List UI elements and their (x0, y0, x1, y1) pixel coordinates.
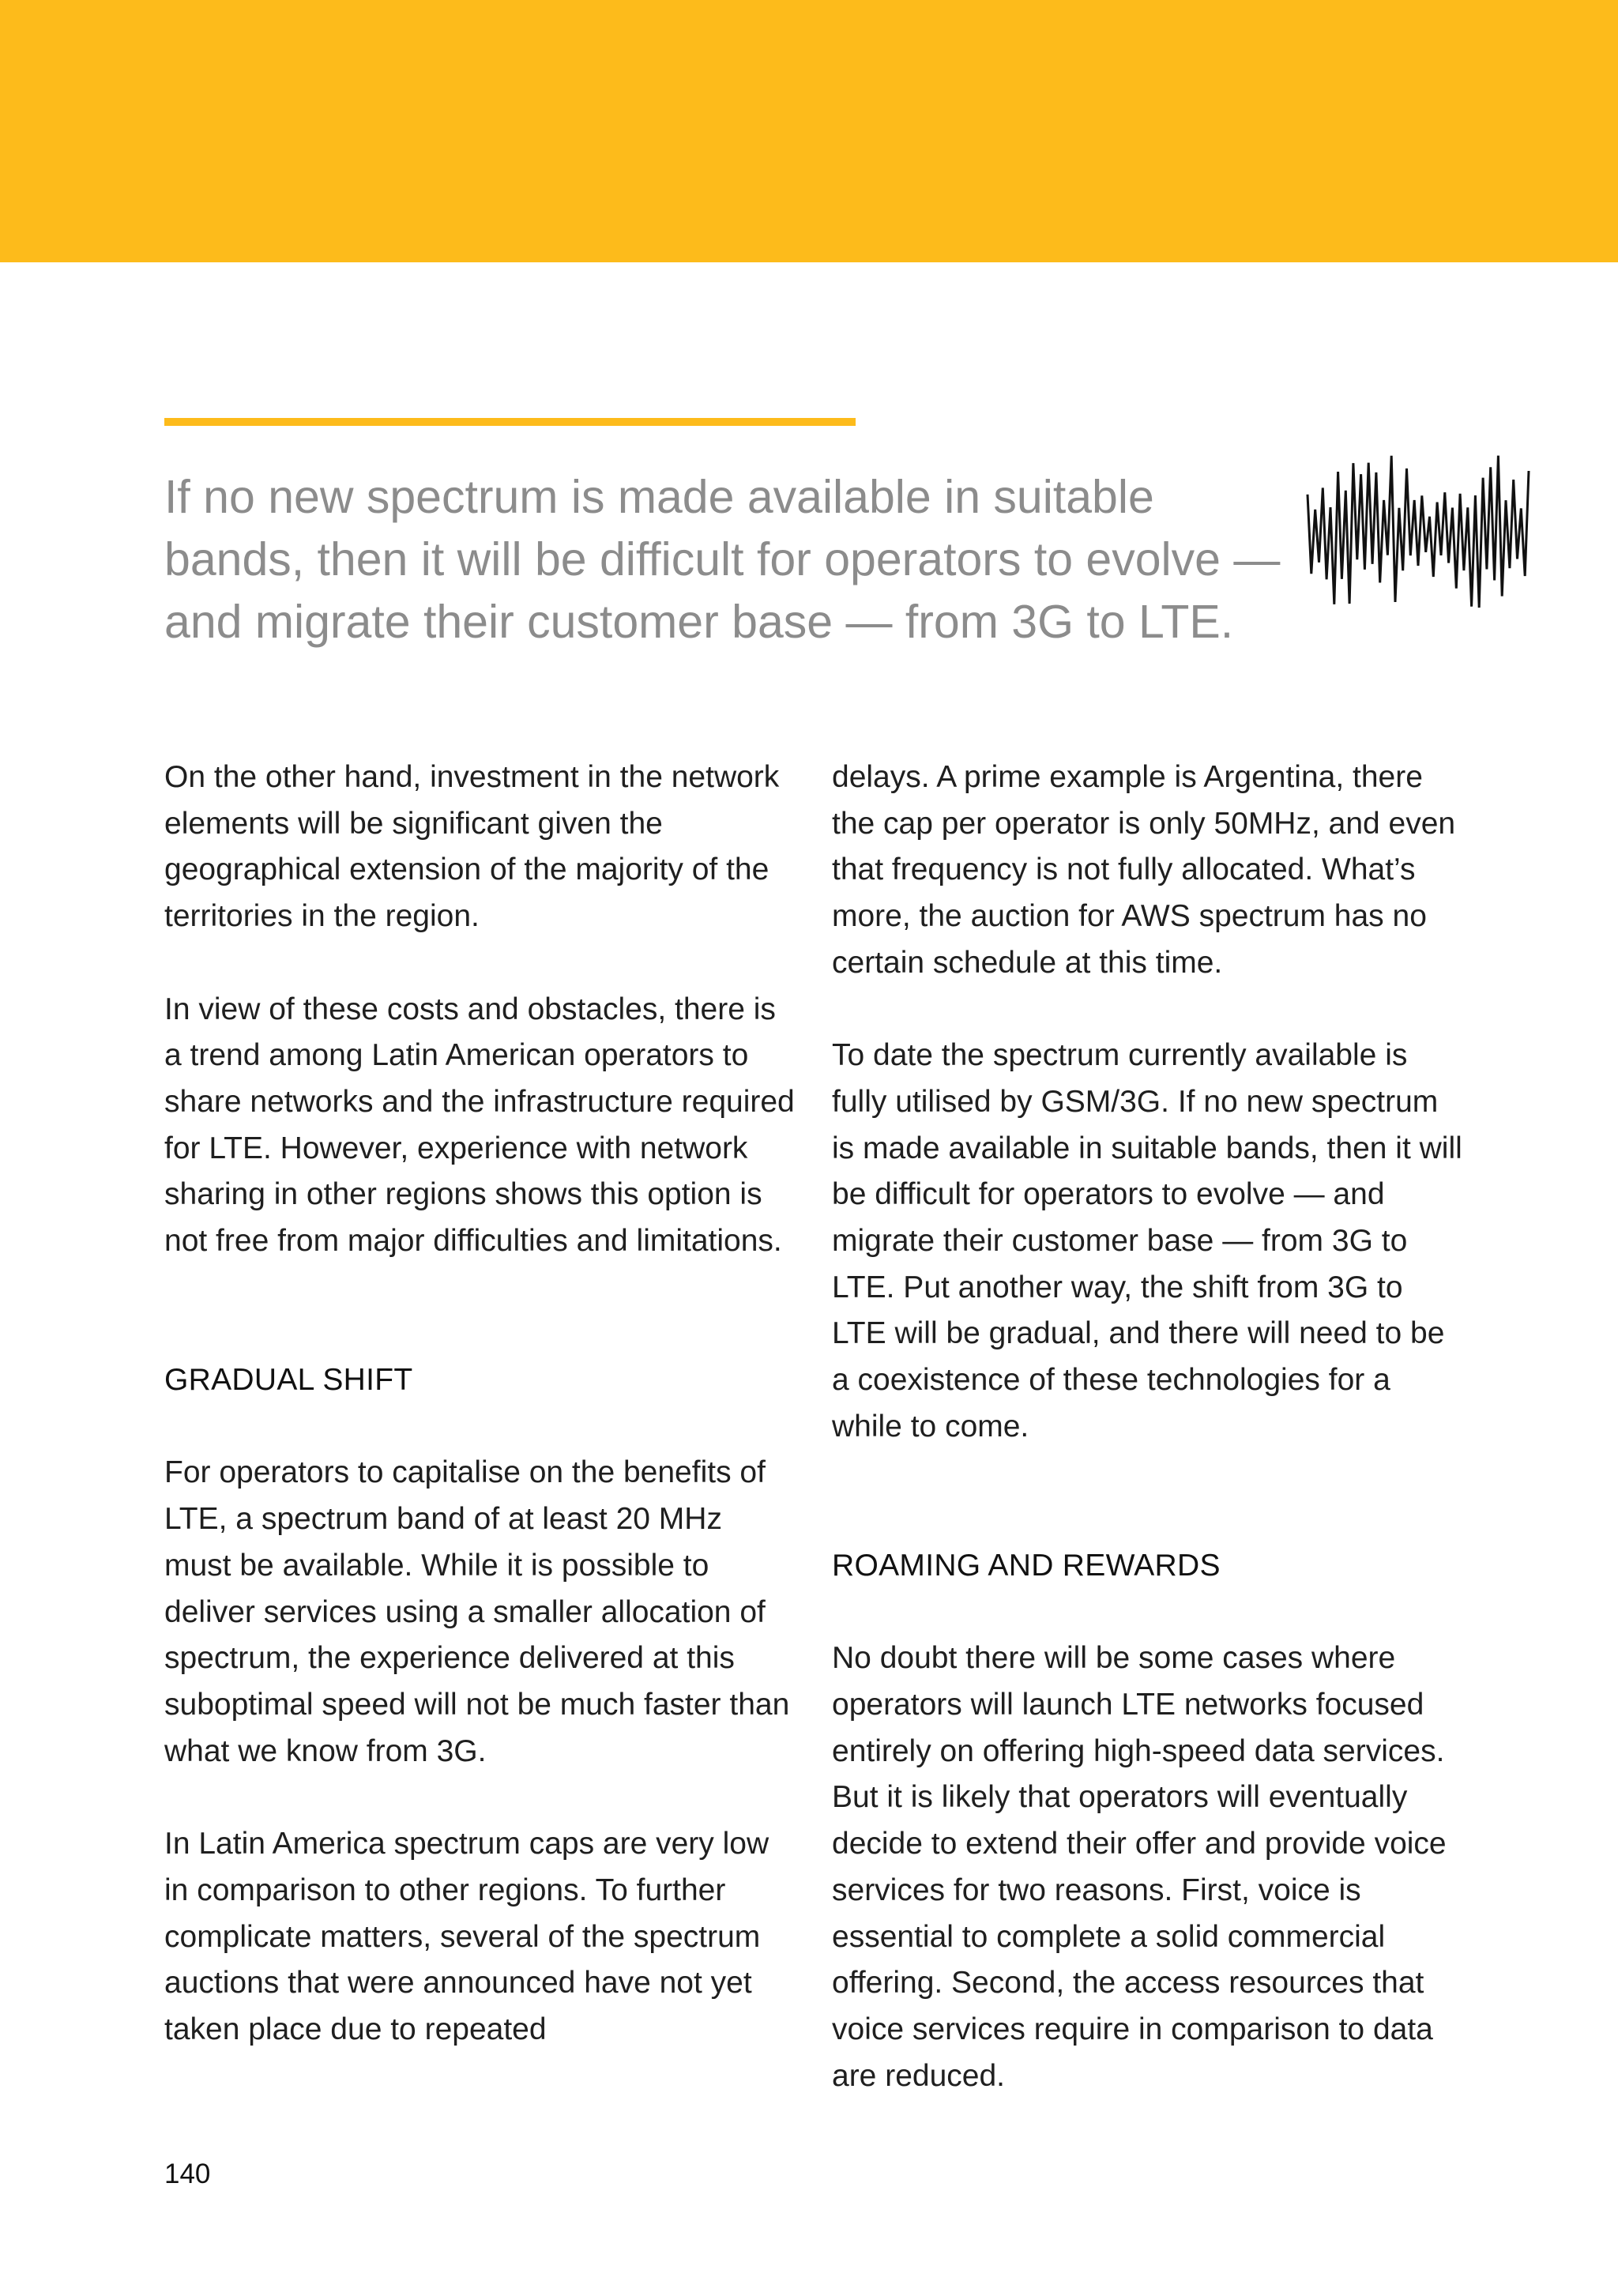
sound-wave-icon (1304, 427, 1533, 679)
body-paragraph: On the other hand, investment in the network elements will be significant given the geographical extension of the majority of the territories in the region. (164, 760, 780, 934)
right-column (832, 755, 1464, 2146)
pull-quote: If no new spectrum is made available in suitable bands, then it will be difficult for operators to evolve — and migrate their customer base — from 3G to LTE. (164, 471, 1281, 648)
accent-rule (164, 418, 856, 426)
body-paragraph: In Latin America spectrum caps are very low in comparison to other regions. To further complicate matters, several of the spectrum auctions that were announced have not yet taken place due to repeated (164, 1827, 769, 2046)
body-paragraph: For operators to capitalise on the benefits of LTE, a spectrum band of at least 20 MHz must be available. While it is possible to deliver services using a smaller allocation of spectrum, the experience delivered at this suboptimal speed will not be much faster than what we know from 3G. (164, 1455, 790, 1768)
section-gap (164, 1311, 796, 1357)
left-column (164, 755, 796, 2099)
body-paragraph: delays. A prime example is Argentina, there the cap per operator is only 50MHz, and even that frequency is not fully allocated. What’s more, the auction for AWS spectrum has no certain schedule at this time. (832, 760, 1456, 980)
body-paragraph: In view of these costs and obstacles, there is a trend among Latin American operators to share networks and the infrastructure required for LTE. However, experience with network sharing in other regions shows this option is not free from major difficulties and limitations. (164, 992, 795, 1259)
section-gap (832, 1496, 1464, 1543)
body-paragraph: To date the spectrum currently available is fully utilised by GSM/3G. If no new spectrum is made available in suitable bands, then it will be difficult for operators to evolve — and migrate their customer base — from 3G to LTE. Put another way, the shift from 3G to LTE will be gradual, and there will need to be a coexistence of these technologies for a while to come. (832, 1038, 1462, 1443)
section-heading-roaming-and-rewards: ROAMING AND REWARDS (832, 1548, 1221, 1583)
header-color-band (0, 0, 1618, 262)
page-number: 140 (164, 2159, 211, 2189)
body-paragraph: No doubt there will be some cases where operators will launch LTE networks focused entirely on offering high-speed data services. But it is likely that operators will eventually decide to extend their offer and provide voice services for two reasons. First, voice is essential to complete a solid commercial offering. Second, the access resources that voice services require in comparison to data are reduced. (832, 1641, 1447, 2093)
section-heading-gradual-shift: GRADUAL SHIFT (164, 1363, 413, 1398)
